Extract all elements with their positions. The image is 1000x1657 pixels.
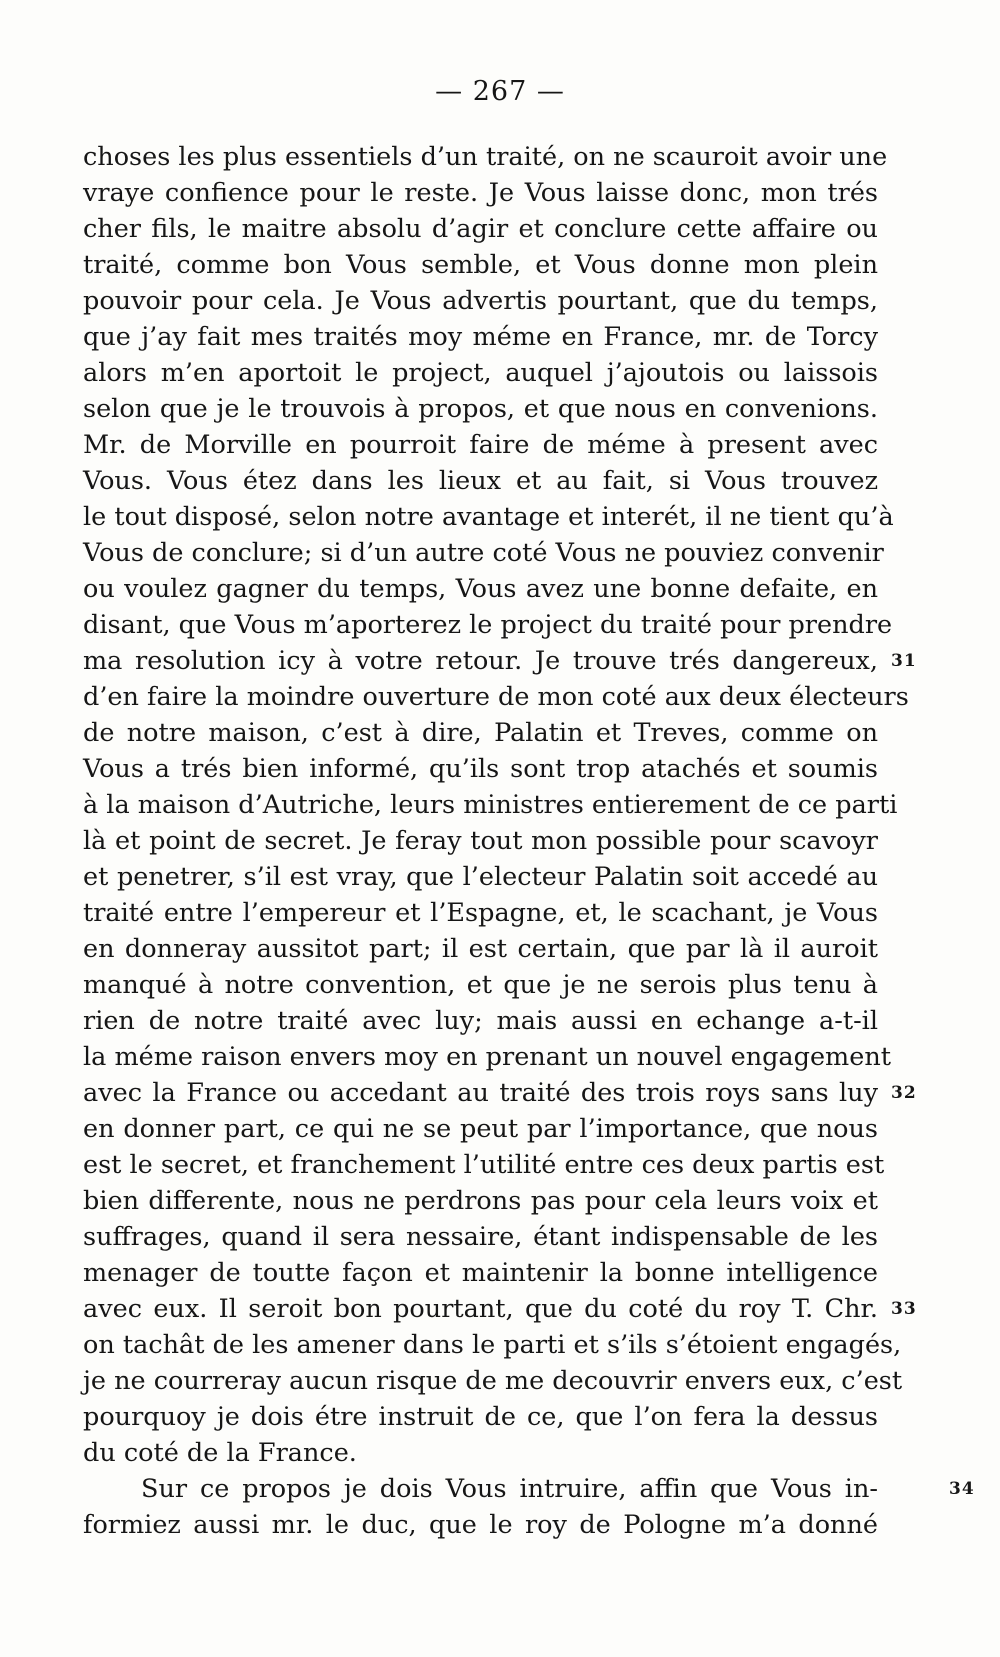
- text-line: [83, 787, 898, 823]
- text-line: [83, 355, 878, 391]
- margin-line-number: 31: [891, 651, 917, 671]
- text-line-content: disant, que Vous m’aporterez le project du traité pour prendre: [83, 610, 893, 640]
- text-line: [83, 1039, 891, 1075]
- text-line-content: que j’ay fait mes traités moy méme en France, mr. de Torcy: [83, 322, 878, 352]
- text-line-content: cher fils, le maitre absolu d’agir et conclure cette affaire ou: [83, 214, 878, 244]
- text-line: [83, 1003, 878, 1039]
- text-line: [83, 535, 884, 571]
- text-line-content: Mr. de Morville en pourroit faire de méme à present avec: [83, 430, 878, 460]
- text-line: [83, 967, 878, 1003]
- text-line: [83, 211, 878, 247]
- text-line-content: Vous a trés bien informé, qu’ils sont trop atachés et soumis: [83, 754, 878, 784]
- text-line: [83, 1219, 878, 1255]
- text-line-content: et penetrer, s’il est vray, que l’electeur Palatin soit accedé au: [83, 862, 878, 892]
- text-line: [83, 1399, 878, 1435]
- text-line-content: du coté de la France.: [83, 1438, 357, 1468]
- text-line-content: suffrages, quand il sera nessaire, étant indispensable de les: [83, 1222, 878, 1252]
- text-line-content: manqué à notre convention, et que je ne serois plus tenu à: [83, 970, 878, 1000]
- text-line-content: est le secret, et franchement l’utilité entre ces deux partis est: [83, 1150, 885, 1180]
- text-line-content: formiez aussi mr. le duc, que le roy de Pologne m’a donné: [83, 1510, 878, 1540]
- text-line-content: alors m’en aportoit le project, auquel j’ajoutois ou laissois: [83, 358, 878, 388]
- text-line: [83, 1471, 975, 1507]
- text-line: [83, 1363, 903, 1399]
- text-line-content: avec la France ou accedant au traité des trois roys sans luy: [83, 1078, 878, 1108]
- text-line-content: menager de toutte façon et maintenir la bonne intelligence: [83, 1258, 878, 1288]
- text-line-content: en donner part, ce qui ne se peut par l’importance, que nous: [83, 1114, 878, 1144]
- text-line: [83, 895, 878, 931]
- text-line: [83, 1327, 902, 1363]
- body-text: [83, 139, 975, 1543]
- text-line-content: bien differente, nous ne perdrons pas pour cela leurs voix et: [83, 1186, 878, 1216]
- text-line-content: là et point de secret. Je feray tout mon possible pour scavoyr: [83, 826, 878, 856]
- text-line: [83, 1507, 878, 1543]
- text-line: [83, 1075, 917, 1111]
- text-line: [83, 715, 878, 751]
- text-line: [83, 499, 894, 535]
- text-line: [83, 247, 878, 283]
- text-line: [83, 1255, 878, 1291]
- text-line: [83, 607, 893, 643]
- text-line: [83, 1291, 917, 1327]
- text-line-content: Vous de conclure; si d’un autre coté Vous ne pouviez convenir: [83, 538, 884, 568]
- text-line-content: ou voulez gagner du temps, Vous avez une bonne defaite, en: [83, 574, 878, 604]
- text-line-content: selon que je le trouvois à propos, et que nous en convenions.: [83, 394, 878, 424]
- text-line: [83, 679, 909, 715]
- text-line-content: Sur ce propos je dois Vous intruire, affin que Vous in-: [141, 1474, 878, 1504]
- text-line: [83, 643, 917, 679]
- text-line: [83, 175, 878, 211]
- text-line-content: Vous. Vous étez dans les lieux et au fait, si Vous trouvez: [83, 466, 878, 496]
- text-line-content: le tout disposé, selon notre avantage et interét, il ne tient qu’à: [83, 502, 894, 532]
- text-line: [83, 1183, 878, 1219]
- text-line-content: pouvoir pour cela. Je Vous advertis pourtant, que du temps,: [83, 286, 878, 316]
- text-line: [83, 1147, 885, 1183]
- text-line: [83, 931, 878, 967]
- page-number: — 267 —: [435, 76, 565, 107]
- text-line: [83, 391, 878, 427]
- text-line-content: avec eux. Il seroit bon pourtant, que du coté du roy T. Chr.: [83, 1294, 878, 1324]
- text-line: [83, 859, 878, 895]
- text-line: [83, 283, 878, 319]
- text-line-content: choses les plus essentiels d’un traité, on ne scauroit avoir une: [83, 142, 888, 172]
- margin-line-number: 34: [949, 1479, 975, 1499]
- text-line-content: vraye confience pour le reste. Je Vous laisse donc, mon trés: [83, 178, 878, 208]
- text-line: [83, 1111, 878, 1147]
- text-line: [83, 427, 878, 463]
- text-line: [83, 463, 878, 499]
- text-line-content: d’en faire la moindre ouverture de mon coté aux deux électeurs: [83, 682, 909, 712]
- text-line: [83, 319, 878, 355]
- margin-line-number: 32: [891, 1083, 917, 1103]
- margin-line-number: 33: [891, 1299, 917, 1319]
- text-line: [83, 571, 878, 607]
- text-line-content: je ne courreray aucun risque de me decouvrir envers eux, c’est: [83, 1366, 903, 1396]
- text-line: [83, 751, 878, 787]
- text-line-content: de notre maison, c’est à dire, Palatin et Treves, comme on: [83, 718, 878, 748]
- text-line-content: rien de notre traité avec luy; mais aussi en echange a-t-il: [83, 1006, 878, 1036]
- text-line-content: on tachât de les amener dans le parti et s’ils s’étoient engagés,: [83, 1330, 902, 1360]
- text-line: [83, 139, 888, 175]
- text-line: [83, 823, 878, 859]
- text-line-content: en donneray aussitot part; il est certain, que par là il auroit: [83, 934, 878, 964]
- text-line-content: traité entre l’empereur et l’Espagne, et, le scachant, je Vous: [83, 898, 878, 928]
- text-line-content: la méme raison envers moy en prenant un nouvel engagement: [83, 1042, 891, 1072]
- text-line-content: à la maison d’Autriche, leurs ministres entierement de ce parti: [83, 790, 898, 820]
- text-line: [83, 1435, 878, 1471]
- text-line-content: ma resolution icy à votre retour. Je trouve trés dangereux,: [83, 646, 878, 676]
- text-line-content: traité, comme bon Vous semble, et Vous donne mon plein: [83, 250, 878, 280]
- text-line-content: pourquoy je dois étre instruit de ce, que l’on fera la dessus: [83, 1402, 878, 1432]
